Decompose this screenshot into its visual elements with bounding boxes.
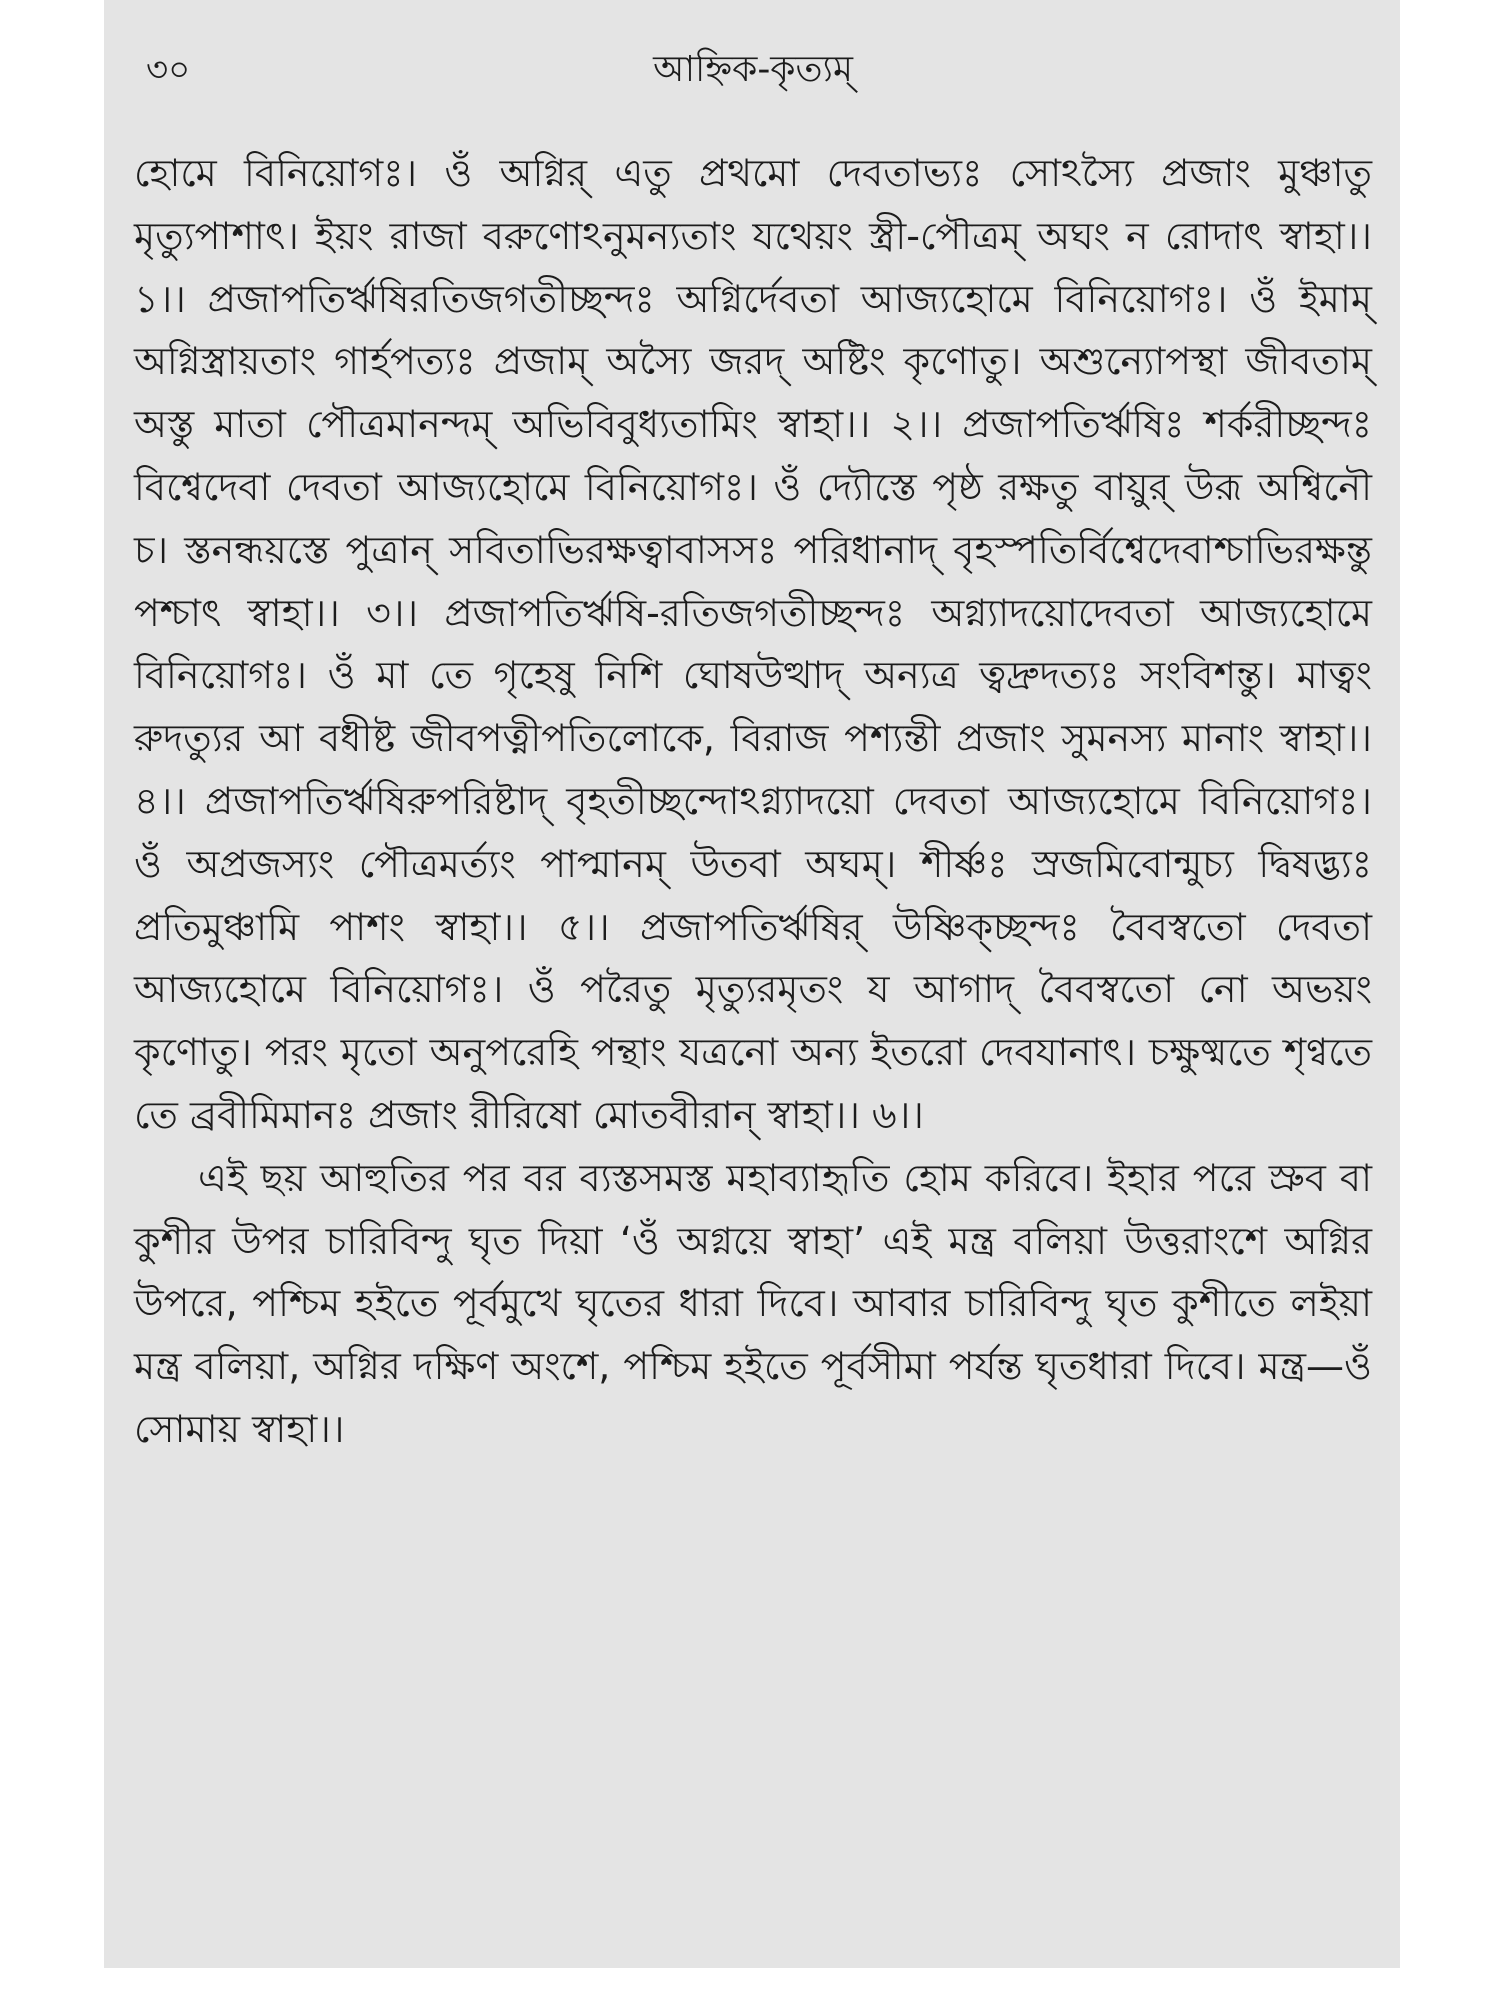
paragraph-instructions: এই ছয় আহুতির পর বর ব্যস্তসমস্ত মহাব্যাহৃতি হোম করিবে। ইহার পরে স্রুব বা কুশীর উপর চারিবিন্দু ঘৃত দিয়া ‘ওঁ অগ্নয়ে স্বাহা’ এই মন্ত্র বলিয়া উত্তরাংশে অগ্নির উপরে, পশ্চিম হইতে পূর্বমুখে ঘৃতের ধারা দিবে। আবার চারিবিন্দু ঘৃত কুশীতে লইয়া মন্ত্র বলিয়া, অগ্নির দক্ষিণ অংশে, পশ্চিম হইতে পূর্বসীমা পর্যন্ত ঘৃতধারা দিবে। মন্ত্র—ওঁ সোমায় স্বাহা।। bbox=[134, 1155, 1372, 1451]
paragraph-mantras: হোমে বিনিয়োগঃ। ওঁ অগ্নির্ এতু প্রথমো দেবতাভ্যঃ সোঽস্যৈ প্রজাং মুঞ্চাতু মৃত্যুপাশাৎ। ইয়ং রাজা বরুণোঽনুমন্যতাং যথেয়ং স্ত্রী-পৌত্রম্ অঘং ন রোদাৎ স্বাহা।। ১।। প্রজাপতির্ঋষিরতিজগতীচ্ছন্দঃ অগ্নির্দেবতা আজ্যহোমে বিনিয়োগঃ। ওঁ ইমাম্ অগ্নিস্ত্রায়তাং গার্হপত্যঃ প্রজাম্ অস্যৈ জরদ্ অষ্টিং কৃণোতু। অশুন্যোপস্থা জীবতাম্ অস্তু মাতা পৌত্রমানন্দম্ অভিবিবুধ্যতামিং স্বাহা।। ২।। প্রজাপতির্ঋষিঃ শর্করীচ্ছন্দঃ বিশ্বেদেবা দেবতা আজ্যহোমে বিনিয়োগঃ। ওঁ দ্যৌস্তে পৃষ্ঠ রক্ষতু বায়ুর্ উরূ অশ্বিনৌ চ। স্তনন্ধয়স্তে পুত্রান্ সবিতাভিরক্ষত্বাবাসসঃ পরিধানাদ্ বৃহস্পতির্বিশ্বেদেবাশ্চাভিরক্ষন্তু পশ্চাৎ স্বাহা।। ৩।। প্রজাপতির্ঋষি-রতিজগতীচ্ছন্দঃ অগ্ন্যাদয়োদেবতা আজ্যহোমে বিনিয়োগঃ। ওঁ মা তে গৃহেষু নিশি ঘোষউত্থাদ্ অন্যত্র ত্বদ্রুদত্যঃ সংবিশন্তু। মাত্বং রুদত্যুর আ বধীষ্ট জীবপত্নীপতিলোকে, বিরাজ পশ্যন্তী প্রজাং সুমনস্য মানাং স্বাহা।। ৪।। প্রজাপতির্ঋষিরুপরিষ্টাদ্ বৃহতীচ্ছন্দোঽগ্ন্যাদয়ো দেবতা আজ্যহোমে বিনিয়োগঃ। ওঁ অপ্রজস্যং পৌত্রমর্ত্যং পাপ্মানম্ উতবা অঘম্। শীর্ষ্ণঃ স্রজমিবোন্মুচ্য দ্বিষদ্ভ্যঃ প্রতিমুঞ্চামি পাশং স্বাহা।। ৫।। প্রজাপতির্ঋষির্ উষ্ণিক্চ্ছন্দঃ বৈবস্বতো দেবতা আজ্যহোমে বিনিয়োগঃ। ওঁ পরৈতু মৃত্যুরমৃতং য আগাদ্ বৈবস্বতো নো অভয়ং কৃণোতু। পরং মৃতো অনুপরেহি পন্থাং যত্রনো অন্য ইতরো দেবযানাৎ। চক্ষুষ্মতে শৃণ্বতে তে ব্রবীমিমানঃ প্রজাং রীরিষো মোতবীরান্ স্বাহা।। ৬।। bbox=[134, 151, 1372, 1137]
book-page bbox=[104, 0, 1400, 1968]
running-title: আহ্নিক-কৃত্যম্ bbox=[653, 49, 853, 90]
page-header bbox=[134, 38, 1372, 108]
body-text bbox=[134, 142, 1372, 1461]
page-number: ৩০ bbox=[146, 50, 191, 90]
